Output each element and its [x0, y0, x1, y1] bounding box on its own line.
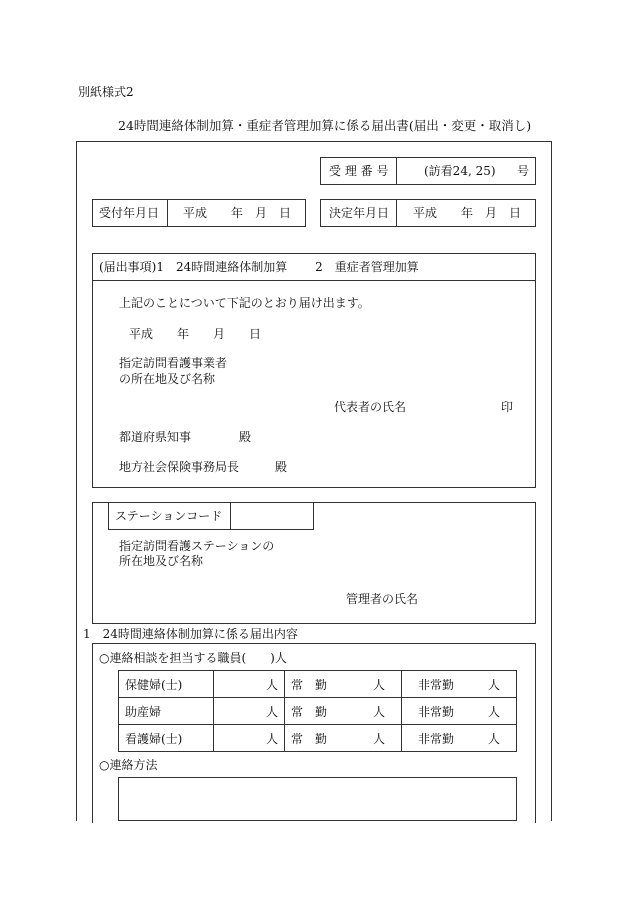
- part-time-label: 非常勤: [418, 704, 455, 719]
- reception-number-value[interactable]: (訪看24, 25): [424, 164, 496, 178]
- station-code-label: ステーションコード: [115, 509, 223, 523]
- reception-number-box: [320, 157, 536, 185]
- addressee-insurance-office: 地方社会保険事務局長 殿: [119, 460, 288, 474]
- role-cell: 看護婦(士): [119, 725, 214, 752]
- notification-statement: 上記のことについて下記のとおり届け出ます。: [119, 296, 370, 310]
- section1-border-right: [535, 643, 536, 823]
- section1-heading: 1 24時間連絡体制加算に係る届出内容: [83, 627, 298, 641]
- part-time-count[interactable]: 人: [487, 704, 500, 719]
- decision-date-value[interactable]: 平成 年 月 日: [413, 206, 522, 220]
- staff-label: ○連絡相談を担当する職員( )人: [99, 651, 287, 665]
- contact-method-field[interactable]: [118, 777, 517, 821]
- part-time-count[interactable]: 人: [487, 677, 500, 692]
- form-id: 別紙様式2: [78, 85, 134, 99]
- count-cell[interactable]: 人: [214, 671, 285, 698]
- notification-date[interactable]: 平成 年 月 日: [129, 327, 262, 341]
- reception-number-label: 受 理 番 号: [329, 164, 389, 178]
- receipt-date-box: [92, 199, 306, 227]
- receipt-date-label: 受付年月日: [99, 206, 160, 220]
- decision-date-label: 決定年月日: [329, 206, 390, 220]
- station-code-box: [108, 502, 314, 530]
- part-time-label: 非常勤: [418, 677, 455, 692]
- receipt-date-value[interactable]: 平成 年 月 日: [183, 206, 292, 220]
- role-cell: 保健婦(士): [119, 671, 214, 698]
- full-time-count[interactable]: 人: [372, 704, 385, 719]
- notification-header: (届出事項)1 24時間連絡体制加算 2 重症者管理加算: [99, 260, 419, 274]
- full-time-label: 常 勤: [291, 731, 328, 746]
- table-row: [119, 725, 517, 752]
- section1-border-top: [92, 643, 536, 644]
- form-title: 24時間連絡体制加算・重症者管理加算に係る届出書(届出・変更・取消し): [118, 118, 532, 133]
- station-line1: 指定訪問看護ステーションの: [119, 539, 275, 553]
- full-time-label: 常 勤: [291, 677, 328, 692]
- station-line2: 所在地及び名称: [119, 554, 204, 568]
- manager-label: 管理者の氏名: [346, 592, 419, 606]
- operator-line2: の所在地及び名称: [119, 372, 216, 386]
- outer-border-left: [76, 141, 77, 821]
- station-box: [92, 502, 536, 624]
- reception-number-suffix: 号: [517, 164, 530, 178]
- decision-date-box: [320, 199, 536, 227]
- outer-border-top: [76, 141, 552, 142]
- table-row: [119, 698, 517, 725]
- notification-box: [92, 253, 536, 488]
- role-cell: 助産婦: [119, 698, 214, 725]
- table-row: [119, 671, 517, 698]
- outer-border-right: [551, 141, 552, 821]
- full-time-label: 常 勤: [291, 704, 328, 719]
- count-cell[interactable]: 人: [214, 725, 285, 752]
- count-cell[interactable]: 人: [214, 698, 285, 725]
- representative-label: 代表者の氏名: [334, 400, 407, 414]
- full-time-count[interactable]: 人: [372, 731, 385, 746]
- part-time-count[interactable]: 人: [487, 731, 500, 746]
- full-time-count[interactable]: 人: [372, 677, 385, 692]
- part-time-label: 非常勤: [418, 731, 455, 746]
- section1-border-left: [92, 643, 93, 823]
- operator-line1: 指定訪問看護事業者: [119, 356, 228, 370]
- staff-table: [118, 670, 517, 752]
- seal-mark: 印: [501, 400, 514, 414]
- contact-method-label: ○連絡方法: [99, 758, 158, 772]
- addressee-governor: 都道府県知事 殿: [119, 430, 252, 444]
